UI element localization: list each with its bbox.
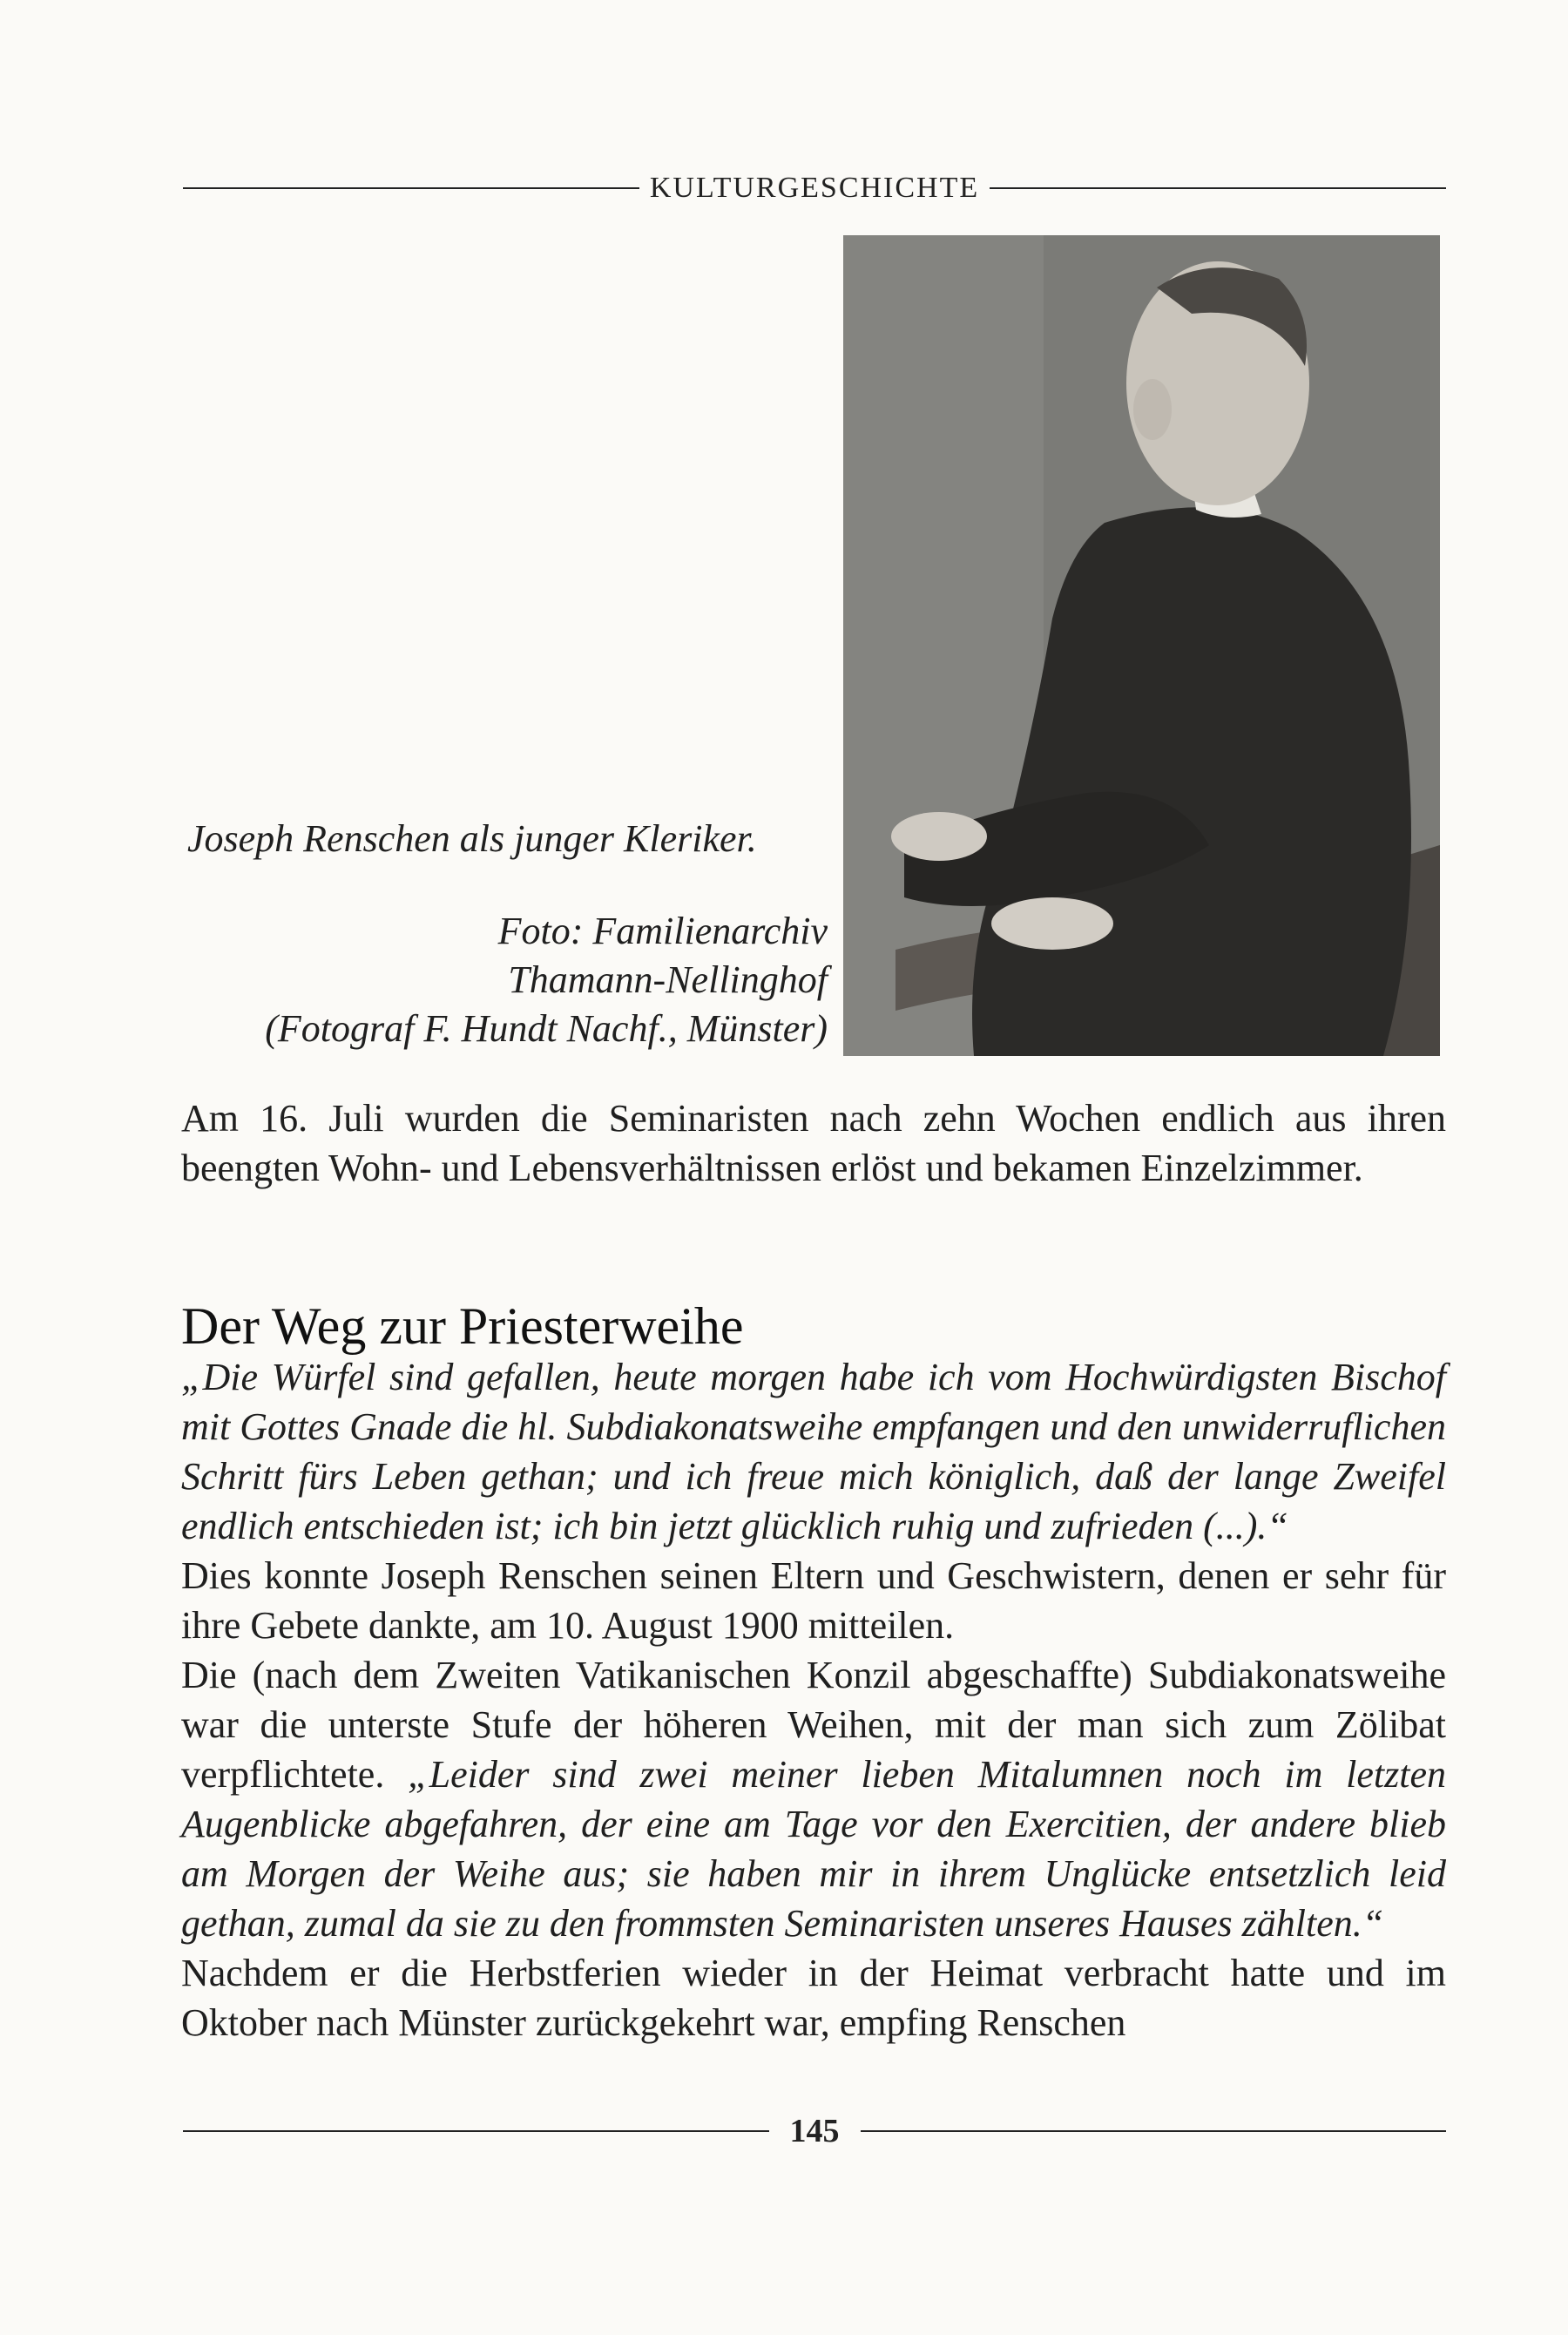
caption-credit-line: Foto: Familienarchiv xyxy=(497,910,828,952)
quote: „Die Würfel sind gefallen, heute morgen habe ich vom Hochwürdigsten Bischof mit Gottes Gnade die hl. Subdiakonatsweihe empfangen und den unwiderruflichen Schritt fürs Leben gethan; und ich freue mich königlich, daß der lange Zweifel endlich entschieden ist; ich bin jetzt glücklich ruhig und zufrieden (...).“ xyxy=(181,1356,1446,1547)
paragraph: Nachdem er die Herbstferien wieder in der Heimat verbracht hatte und im Oktober nach Münster zurückgekehrt war, empfing Renschen xyxy=(181,1952,1446,2044)
caption-credit-line: (Fotograf F. Hundt Nachf., Münster) xyxy=(265,1007,828,1050)
paragraph: Am 16. Juli wurden die Seminaristen nach zehn Wochen endlich aus ihren beengten Wohn- und Lebensverhältnissen erlöst und bekamen Einzelzimmer. xyxy=(181,1097,1446,1189)
portrait-photo xyxy=(843,235,1440,1056)
footer-rule-left xyxy=(183,2130,769,2132)
section-body xyxy=(181,1352,1446,2047)
caption-title: Joseph Renschen als junger Kleriker. xyxy=(187,817,757,860)
paragraph: Dies konnte Joseph Renschen seinen Eltern und Geschwistern, denen er sehr für ihre Gebete dankte, am 10. August 1900 mitteilen. xyxy=(181,1554,1446,1647)
running-header xyxy=(183,162,1446,214)
page-number: 145 xyxy=(789,2113,840,2149)
footer-rule-right xyxy=(861,2130,1447,2132)
paragraph: Die (nach dem Zweiten Vatikanischen Konzil abgeschaffte) Subdiakonatsweihe war die unterste Stufe der höheren Weihen, mit der man sich zum Zölibat verpflichtete. xyxy=(181,1654,1446,1796)
header-rule-right xyxy=(990,187,1446,189)
photo-caption xyxy=(187,815,828,1053)
header-rule-left xyxy=(183,187,639,189)
page-footer xyxy=(183,2107,1446,2156)
portrait-photo-icon xyxy=(843,235,1440,1056)
section-heading: Der Weg zur Priesterweihe xyxy=(181,1297,744,1355)
header-title: KULTURGESCHICHTE xyxy=(649,172,980,204)
quote: „Leider sind zwei meiner lieben Mitalumnen noch im letzten Augenblicke abgefahren, der eine am Tage vor den Exercitien, der andere blieb am Morgen der Weihe aus; sie haben mir in ihrem Unglücke entsetzlich leid gethan, zumal da sie zu den frommsten Seminaristen unseres Hauses zählten.“ xyxy=(181,1753,1447,1945)
caption-credit-line: Thamann-Nellinghof xyxy=(508,958,828,1001)
